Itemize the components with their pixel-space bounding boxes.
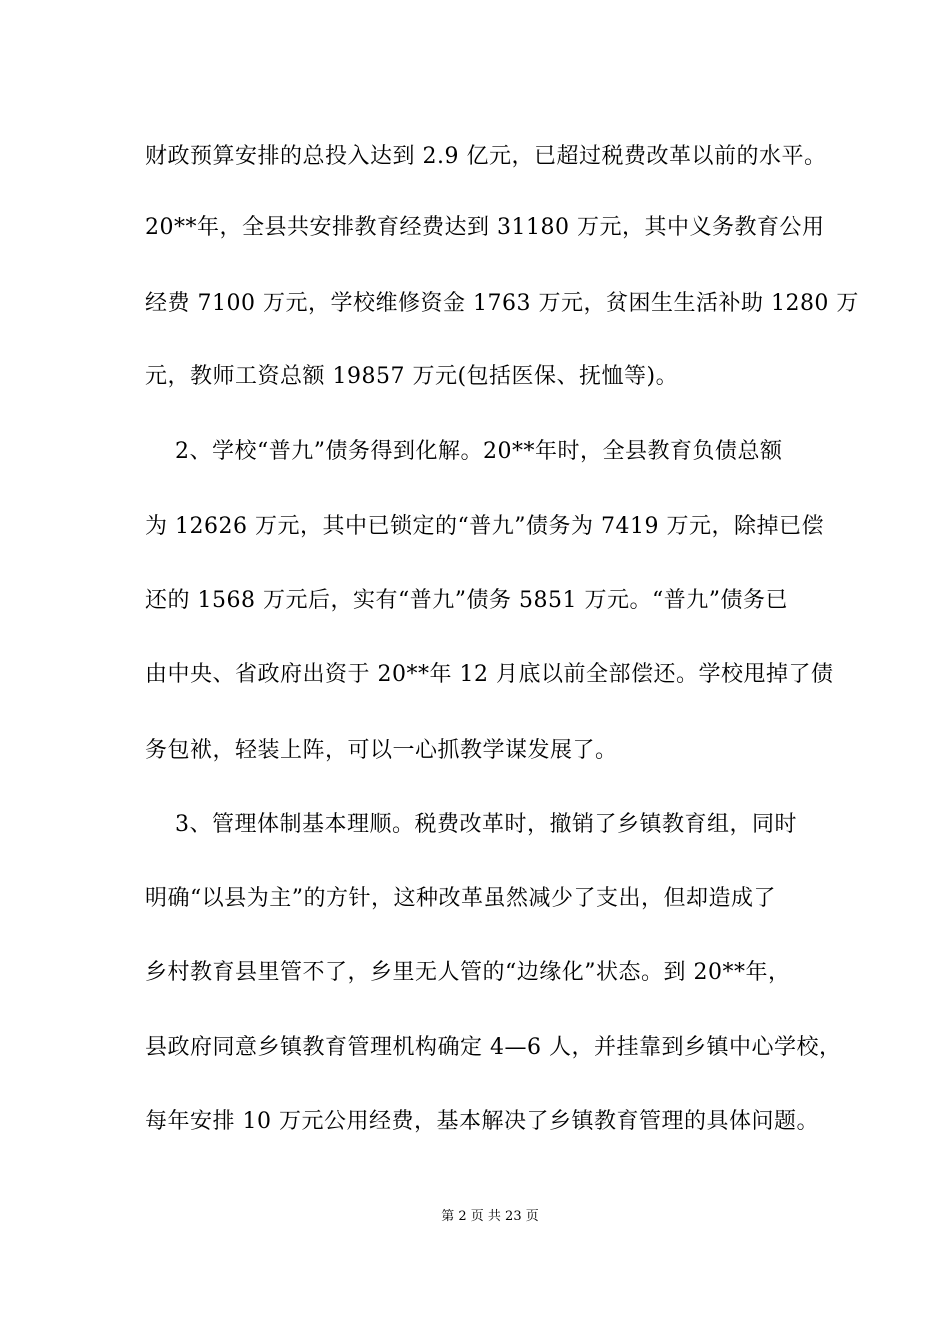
text-line: 元，教师工资总额 19857 万元(包括医保、抚恤等)。 — [145, 364, 679, 389]
text-line: 20**年，全县共安排教育经费达到 31180 万元，其中义务教育公用 — [145, 215, 825, 240]
page-number: 第 2 页 共 23 页 — [441, 1209, 539, 1224]
text-line: 县政府同意乡镇教育管理机构确定 4—6 人，并挂靠到乡镇中心学校， — [145, 1035, 842, 1060]
text-line: 务包袱，轻装上阵，可以一心抓教学谋发展了。 — [145, 738, 618, 763]
text-line: 为 12626 万元，其中已锁定的“普九”债务为 7419 万元，除掉已偿 — [145, 514, 824, 539]
text-line: 3、管理体制基本理顺。税费改革时，撤销了乡镇教育组，同时 — [145, 812, 797, 837]
text-line: 经费 7100 万元，学校维修资金 1763 万元，贫困生生活补助 1280 万 — [145, 291, 859, 316]
text-line: 财政预算安排的总投入达到 2.9 亿元，已超过税费改革以前的水平。 — [145, 144, 827, 169]
text-line: 还的 1568 万元后，实有“普九”债务 5851 万元。“普九”债务已 — [145, 588, 788, 613]
text-line: 每年安排 10 万元公用经费，基本解决了乡镇教育管理的具体问题。 — [145, 1109, 819, 1134]
text-line: 由中央、省政府出资于 20**年 12 月底以前全部偿还。学校甩掉了债 — [145, 662, 834, 687]
text-line: 明确“以县为主”的方针，这种改革虽然减少了支出，但却造成了 — [145, 886, 776, 911]
text-line: 乡村教育县里管不了，乡里无人管的“边缘化”状态。到 20**年， — [145, 960, 791, 985]
text-line: 2、学校“普九”债务得到化解。20**年时，全县教育负债总额 — [145, 439, 783, 464]
